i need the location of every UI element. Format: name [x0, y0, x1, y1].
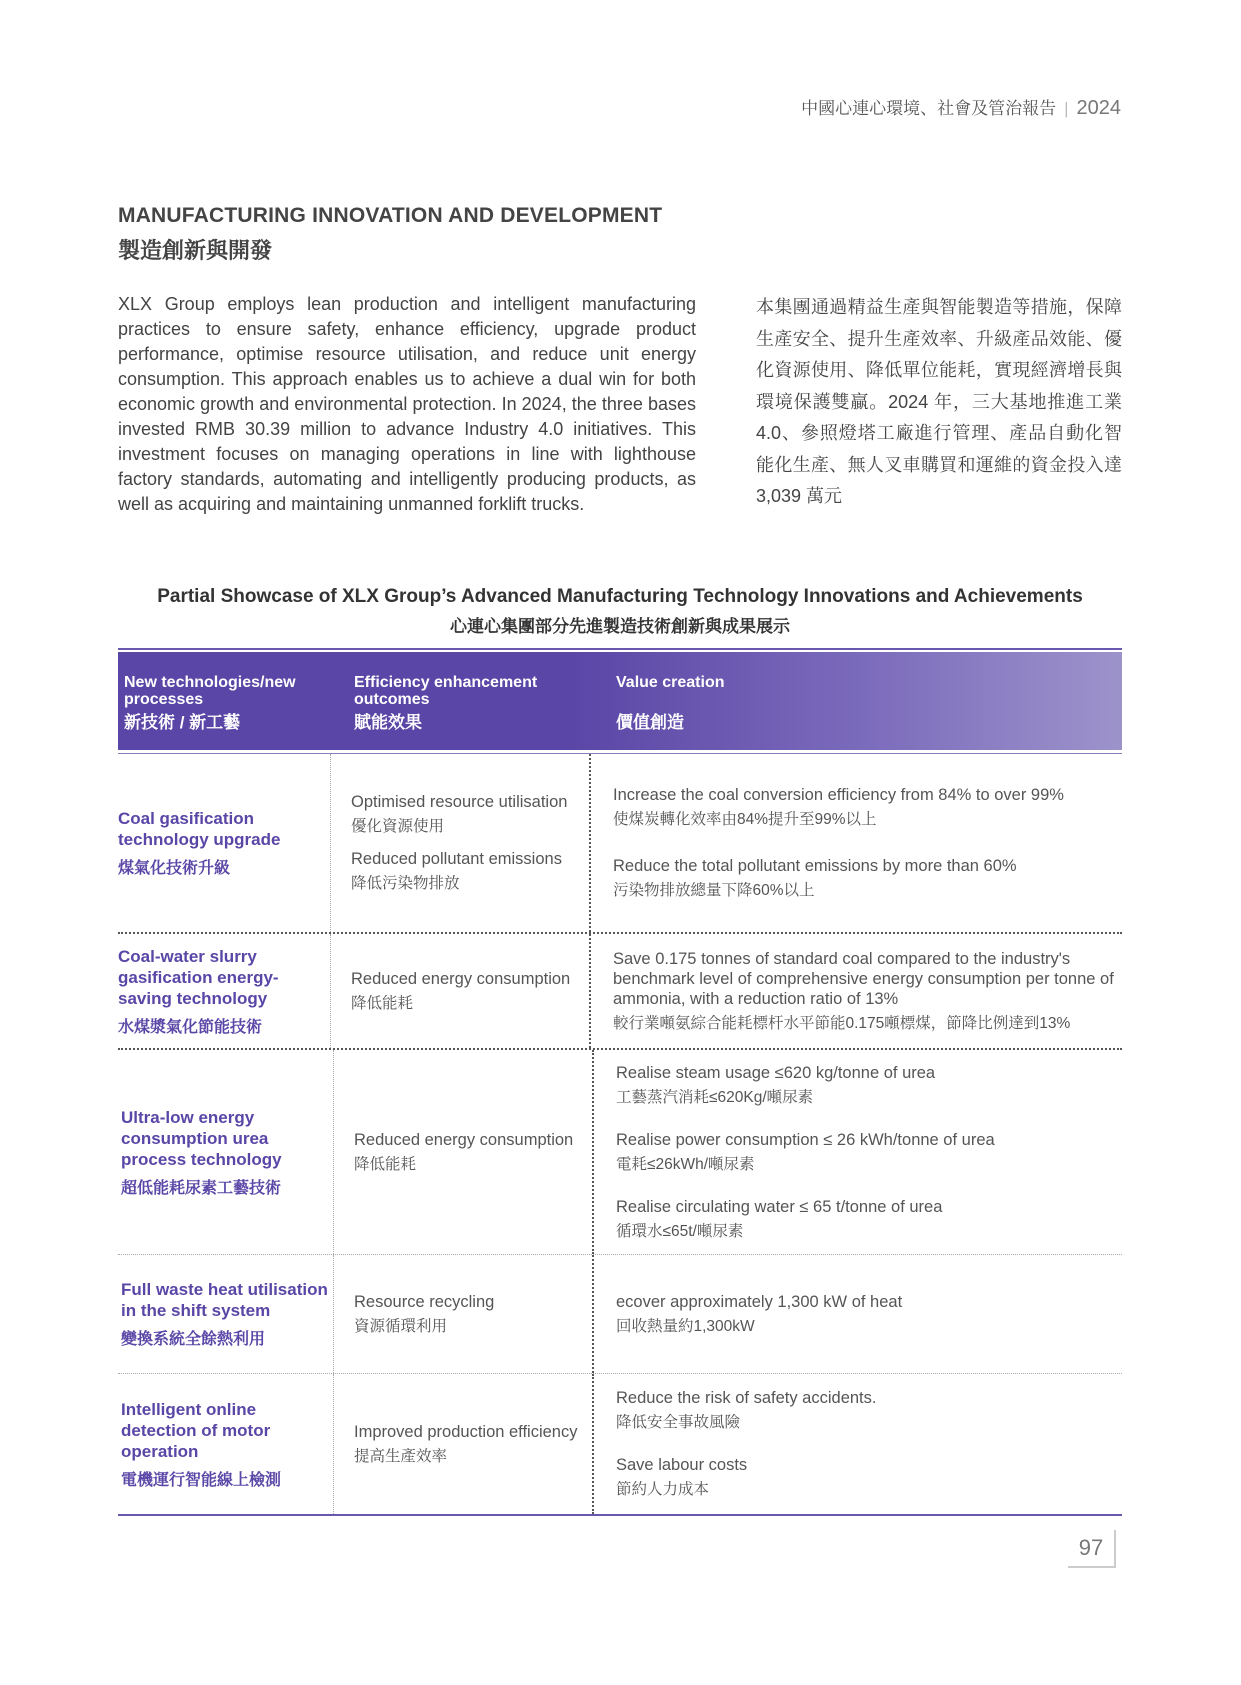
value-en: Increase the coal conversion efficiency from 84% to over 99%: [613, 786, 1064, 804]
technology-cell: [118, 1050, 334, 1254]
value-zh: 電耗≤26kWh/噸尿素: [616, 1155, 755, 1173]
value-cell: [594, 1374, 1122, 1514]
report-year: 2024: [1076, 97, 1121, 119]
technology-name-zh: 超低能耗尿素工藝技術: [121, 1179, 282, 1197]
outcome-en: Reduced pollutant emissions: [351, 850, 562, 868]
value-zh: 節約人力成本: [616, 1481, 710, 1498]
outcome-item: [354, 1292, 592, 1337]
value-item: [613, 949, 1122, 1034]
section-title: [118, 204, 662, 265]
header-cell-technology: [124, 674, 324, 734]
value-en: Realise circulating water ≤ 65 t/tonne of urea: [616, 1197, 943, 1216]
value-cell: [591, 754, 1122, 932]
technology-name-en: Full waste heat utilisation in the shift system: [121, 1280, 328, 1320]
technology-cell: [118, 1374, 334, 1514]
header-technology-zh: 新技術 / 新工藝: [124, 713, 241, 732]
technology-cell: [118, 754, 331, 932]
table-row: [118, 1050, 1122, 1255]
value-item: [616, 1063, 1122, 1108]
value-item: [616, 1197, 1122, 1242]
outcome-item: [351, 849, 589, 894]
page-header: [801, 94, 1121, 120]
outcome-zh: 優化資源使用: [351, 818, 445, 835]
header-cell-value: [616, 674, 916, 734]
table-row: [118, 934, 1122, 1050]
value-en: Realise steam usage ≤620 kg/tonne of urea: [616, 1063, 936, 1082]
value-zh: 回收熱量約1,300kW: [616, 1317, 755, 1335]
header-separator: |: [1064, 99, 1069, 118]
header-cell-outcomes: [354, 674, 574, 734]
table-row: [118, 1255, 1122, 1374]
table-caption: [118, 586, 1122, 637]
outcome-item: [351, 969, 589, 1014]
outcome-zh: 降低能耗: [351, 994, 414, 1012]
outcome-en: Optimised resource utilisation: [351, 793, 568, 811]
technology-name-zh: 煤氣化技術升級: [118, 860, 231, 877]
technology-name-zh: 水煤漿氣化節能技術: [118, 1018, 263, 1036]
table-header: [118, 652, 1122, 750]
outcome-item: [351, 792, 589, 837]
value-en: Reduce the risk of safety accidents.: [616, 1389, 877, 1407]
section-title-zh: 製造創新與開發: [118, 238, 273, 263]
value-zh: 工藝蒸汽消耗≤620Kg/噸尿素: [616, 1088, 814, 1106]
outcome-zh: 降低污染物排放: [351, 875, 460, 892]
outcome-zh: 降低能耗: [354, 1155, 417, 1173]
value-item: [613, 785, 1122, 830]
value-item: [616, 1455, 1122, 1500]
table-top-rule: [118, 648, 1122, 650]
technology-table: [118, 648, 1122, 1516]
technology-name-en: Coal-water slurry gasification energy-saving technology: [118, 946, 279, 1008]
header-value-en: Value creation: [616, 674, 725, 691]
report-title: 中國心連心環境、社會及管治報告: [801, 99, 1057, 118]
technology-cell: [118, 934, 331, 1048]
table-row: [118, 1374, 1122, 1516]
intro-paragraph-zh: 本集團通過精益生產與智能製造等措施，保障生產安全、提升生產效率、升級產品效能、優化資源使用、降低單位能耗，實現經濟增長與環境保護雙贏。2024 年，三大基地推進工業 4.0、參照燈塔工廠進行管理、產品自動化智能化生產、無人叉車購買和運維的資金投入達 3,039 萬元: [756, 297, 1122, 506]
technology-name-en: Intelligent online detection of motor operation: [121, 1399, 271, 1461]
technology-name-en: Ultra-low energy consumption urea process technology: [121, 1107, 282, 1169]
technology-name-en: Coal gasification technology upgrade: [118, 809, 281, 849]
outcome-cell: [334, 1050, 594, 1254]
value-en: Realise power consumption ≤ 26 kWh/tonne of urea: [616, 1130, 995, 1149]
value-item: [616, 1388, 1122, 1433]
outcome-cell: [334, 1374, 594, 1514]
outcome-zh: 提高生產效率: [354, 1447, 448, 1465]
outcome-en: Reduced energy consumption: [351, 969, 571, 988]
value-zh: 降低安全事故風險: [616, 1414, 741, 1431]
outcome-item: [354, 1422, 592, 1467]
outcome-en: Improved production efficiency: [354, 1422, 578, 1441]
value-item: [616, 1292, 1122, 1337]
outcome-cell: [334, 1255, 594, 1373]
table-body: [118, 754, 1122, 1516]
section-title-en: MANUFACTURING INNOVATION AND DEVELOPMENT: [118, 204, 663, 227]
value-cell: [594, 1050, 1122, 1254]
header-technology-en: New technologies/new processes: [124, 674, 296, 708]
value-zh: 使煤炭轉化效率由84%提升至99%以上: [613, 811, 877, 828]
outcome-en: Reduced energy consumption: [354, 1130, 574, 1149]
intro-paragraph-en: XLX Group employs lean production and intelligent manufacturing practices to ensure safety, enhance efficiency, upgrade product performance, optimise resource utilisation, and reduce unit energy consumption. This approach enables us to achieve a dual win for both economic growth and environmental protection. In 2024, the three bases invested RMB 30.39 million to advance Industry 4.0 initiatives. This investment focuses on managing operations in line with lighthouse factory standards, automating and intelligently producing products, as well as acquiring and maintaining unmanned forklift trucks.: [118, 294, 696, 514]
technology-name-zh: 電機運行智能線上檢測: [121, 1471, 282, 1489]
value-en: Save 0.175 tonnes of standard coal compared to the industry's benchmark level of comprehensive energy consumption per tonne of ammonia, with a reduction ratio of 13%: [613, 949, 1114, 1008]
value-en: Save labour costs: [616, 1456, 748, 1474]
header-outcomes-en: Efficiency enhancement outcomes: [354, 674, 538, 708]
value-cell: [594, 1255, 1122, 1373]
outcome-cell: [331, 934, 591, 1048]
outcome-item: [354, 1130, 592, 1175]
outcome-zh: 資源循環利用: [354, 1317, 448, 1335]
value-item: [613, 856, 1122, 901]
table-row: [118, 754, 1122, 934]
value-item: [616, 1130, 1122, 1175]
table-caption-en: Partial Showcase of XLX Group’s Advanced Manufacturing Technology Innovations and Achievements: [157, 586, 1083, 607]
value-en: Reduce the total pollutant emissions by more than 60%: [613, 857, 1017, 875]
table-caption-zh: 心連心集團部分先進製造技術創新與成果展示: [450, 617, 790, 636]
outcome-en: Resource recycling: [354, 1292, 495, 1311]
outcome-cell: [331, 754, 591, 932]
header-outcomes-zh: 賦能效果: [354, 713, 422, 732]
value-cell: [591, 934, 1122, 1048]
technology-cell: [118, 1255, 334, 1373]
page-number: 97: [1068, 1530, 1116, 1568]
value-zh: 污染物排放總量下降60%以上: [613, 882, 815, 899]
header-value-zh: 價值創造: [616, 713, 684, 732]
value-en: ecover approximately 1,300 kW of heat: [616, 1292, 903, 1311]
value-zh: 較行業噸氨綜合能耗標杆水平節能0.175噸標煤，節降比例達到13%: [613, 1014, 1071, 1032]
technology-name-zh: 變換系統全餘熱利用: [121, 1331, 266, 1348]
value-zh: 循環水≤65t/噸尿素: [616, 1222, 744, 1240]
